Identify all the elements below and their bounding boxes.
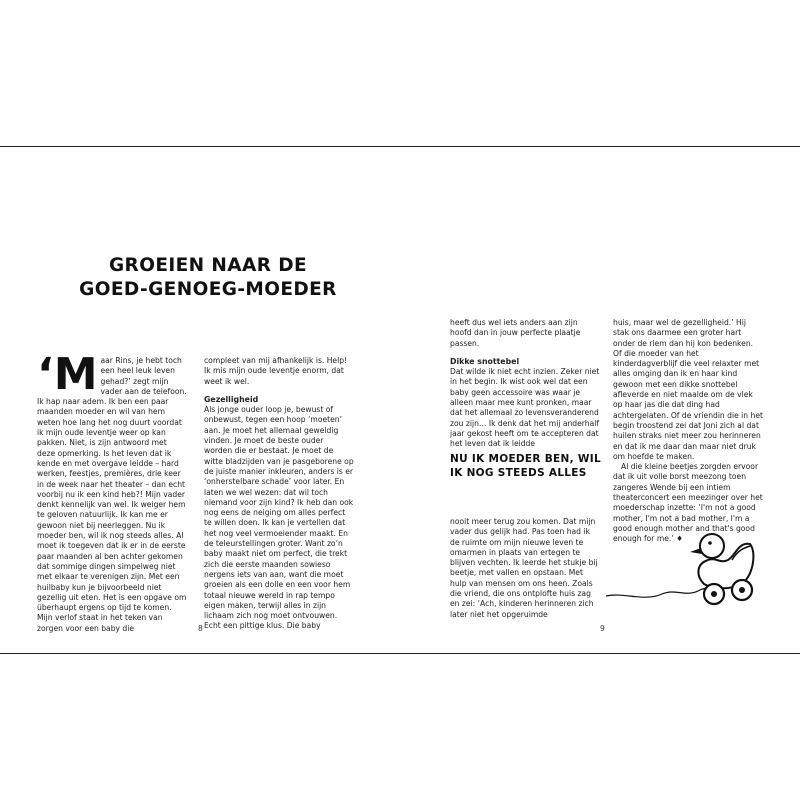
subheading-dikke-snottebel: Dikke snottebel <box>450 356 520 366</box>
column-4 <box>613 318 763 545</box>
drop-cap: ‘M <box>37 349 98 400</box>
column-3-text: Dat wilde ik niet echt inzien. Zeker niet in het begin. Ik wist ook wel dat een baby geen accessoire was waar je alleen maar mee kunt pronken, maar dat het allemaal zo levensveranderend zou zijn… Ik denk dat het mij anderhalf jaar gekost heeft om te accepteren dat het leven dat ik leidde <box>450 367 600 449</box>
chapter-title: GROEIEN NAAR DE GOED-GENOEG-MOEDER <box>79 255 337 300</box>
page-number-right: 9 <box>600 624 605 633</box>
column-3-continued <box>450 517 600 620</box>
column-4-text-2: Al die kleine beetjes zorgden ervoor dat ik uit volle borst meezong toen zangeres Wende bij een intiem theaterconcert een meezinger over het moederschap inzette: ‘I'm not a good mother, I'm not a bad mother, I'm a good enough mother and that's good enough for me.’ ♦ <box>613 462 763 544</box>
column-3 <box>450 318 600 450</box>
subheading-gezelligheid: Gezelligheid <box>204 394 259 404</box>
pull-quote: NU IK MOEDER BEN, WIL IK NOG STEEDS ALLES <box>450 453 601 479</box>
column-4-text: huis, maar wel de gezelligheid.’ Hij stak ons daarmee een groter hart onder de riem dan hij kon bedenken. Of die moeder van het kinderdagverblijf die veel relaxter met alles omging dan ik en haar kind gewoon met een dikke snottebel afleverde en niet maalde om de vlek op haar jas die dat ding had achtergelaten. Of de vriendin die in het begin troostend zei dat Joni zich al dat huilen straks niet meer zou herinneren en dat ik me daar dan maar niet druk om hoefde te maken. <box>613 318 763 461</box>
column-2-intro: compleet van mij afhankelijk is. Help! Ik mis mijn oude leventje enorm, dat weet ik wel. <box>204 356 348 386</box>
column-3-intro: heeft dus wel iets anders aan zijn hoofd dan in jouw perfecte plaatje passen. <box>450 318 581 348</box>
column-3-continued-text: nooit meer terug zou komen. Dat mijn vader dus gelijk had. Pas toen had ik de ruimte om mijn nieuwe leven te omarmen in plaats van ertegen te blijven vechten. Ik leerde het stukje bij beetje, met vallen en opstaan. Met hulp van mensen om ons heen. Zoals die vriend, die ons ontplofte huis zag en zei: ‘Ach, kinderen herinneren zich later niet het opgeruimde <box>450 517 598 619</box>
column-1-text: aar Rins, je hebt toch een heel leuk leven gehad?’ zegt mijn vader aan de telefoon. Ik hap naar adem. Ik ben een paar maanden moeder en wil van hem weten hoe lang het nog duurt voordat ik mijn oude leventje weer op kan pakken. Niet, is zijn antwoord met deze opmerking. Is het leven dat ik kende en met overgave leidde – hard werken, feestjes, premières, drie keer in de week naar het theater – dan echt voorbij nu ik een kind heb?! Mijn vader denkt kennelijk van wel. Ik weiger hem te geloven natuurlijk. Ik kan me er gewoon niet bij neerleggen. Nu ik moeder ben, wil ik nog steeds alles. Al moet ik toegeven dat ik er in de eerste paar maanden al ben achter gekomen dat sommige dingen simpelweg niet met elkaar te verenigen zijn. Met een huilbaby kun je bijvoorbeeld niet gezellig uit eten. Het is een opgave om überhaupt ergens op tijd te komen. Mijn verlof staat in het teken van zorgen voor een baby die <box>37 356 187 633</box>
page-number-left: 8 <box>198 624 203 633</box>
column-2-text: Als jonge ouder loop je, bewust of onbewust, tegen een hoop ‘moeten’ aan. Je moet het allemaal geweldig vinden. Je moet de beste ouder worden die er bestaat. Je moet de witte bladzijden van je pasgeborene op de juiste manier inkleuren, anders is er ‘onherstelbare schade’ voor later. En laten we wel wezen: dat wil toch niemand voor zijn kind? Ik heb dan ook nog eens de neiging om alles perfect te willen doen. Ik kan je vertellen dat het nog veel vermoeiender maakt. En de teleurstellingen groter. Want zo’n baby maakt niet om perfect, die trekt zich die eerste maanden sowieso nergens iets van aan, want die moet groeien als een dolle en een voor hem totaal nieuwe wereld in rap tempo eigen maken, terwijl alles in zijn lichaam zich nog moet ontvouwen. Echt een pittige klus. Die baby <box>204 405 354 631</box>
toy-duck-on-wheels-icon <box>604 524 756 614</box>
column-2 <box>204 356 354 632</box>
column-1 <box>37 349 187 634</box>
